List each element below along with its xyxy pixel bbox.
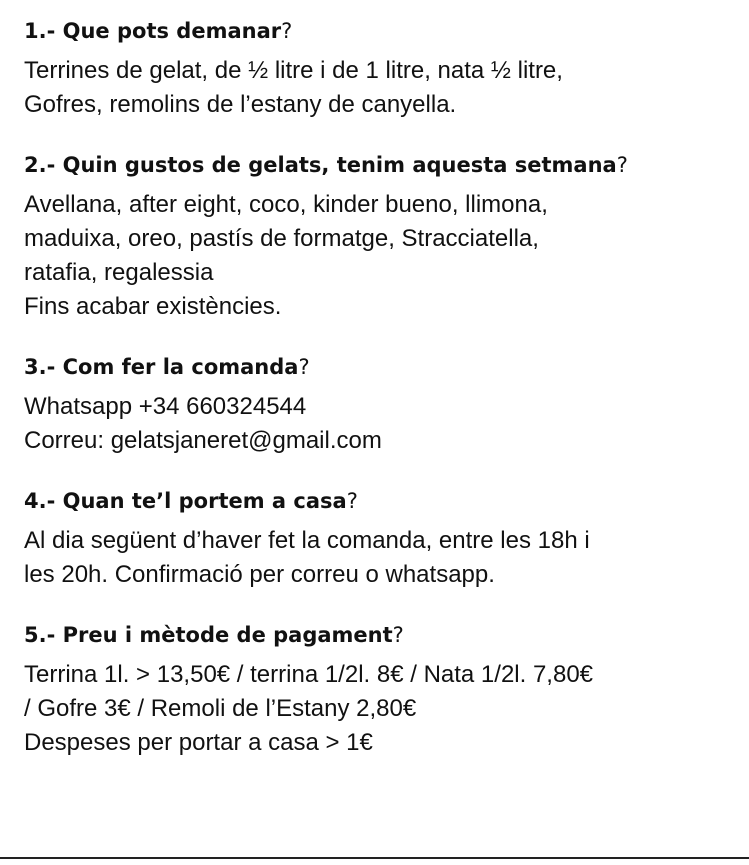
body-line: ratafia, regalessia — [24, 259, 214, 286]
section-heading — [24, 352, 739, 382]
question-mark: ? — [346, 489, 358, 513]
body-line: Terrina 1l. > 13,50€ / terrina 1/2l. 8€ / Nata 1/2l. 7,80€ — [24, 661, 594, 688]
section-number: 1.- — [24, 19, 63, 43]
body-line: les 20h. Confirmació per correu o whatsapp. — [24, 561, 495, 588]
section-how-to-order — [24, 352, 739, 458]
section-title: Que pots demanar — [62, 19, 282, 43]
question-mark: ? — [392, 623, 404, 647]
email-contact: Correu: gelatsjaneret@gmail.com — [24, 427, 382, 454]
section-delivery — [24, 486, 739, 592]
section-title: Quin gustos de gelats, tenim aquesta setmana — [62, 153, 617, 177]
whatsapp-contact: Whatsapp +34 660324544 — [24, 393, 307, 420]
section-number: 3.- — [24, 355, 63, 379]
section-number: 2.- — [24, 153, 63, 177]
bottom-divider — [0, 857, 749, 859]
section-number: 4.- — [24, 489, 63, 513]
body-line: Avellana, after eight, coco, kinder bueno, llimona, — [24, 191, 548, 218]
body-line: maduixa, oreo, pastís de formatge, Stracciatella, — [24, 225, 539, 252]
section-heading — [24, 16, 739, 46]
body-line: Fins acabar existències. — [24, 293, 282, 320]
question-mark: ? — [616, 153, 628, 177]
section-title: Quan te’l portem a casa — [62, 489, 347, 513]
section-price-payment — [24, 620, 739, 760]
section-flavours — [24, 150, 739, 324]
body-line: Al dia següent d’haver fet la comanda, entre les 18h i — [24, 527, 590, 554]
section-heading — [24, 486, 739, 516]
section-what-to-order — [24, 16, 739, 122]
question-mark: ? — [298, 355, 310, 379]
body-line: / Gofre 3€ / Remoli de l’Estany 2,80€ — [24, 695, 417, 722]
section-title: Com fer la comanda — [62, 355, 299, 379]
document-body — [24, 16, 739, 788]
section-heading — [24, 620, 739, 650]
section-heading — [24, 150, 739, 180]
question-mark: ? — [281, 19, 293, 43]
section-title: Preu i mètode de pagament — [62, 623, 393, 647]
body-line: Terrines de gelat, de ½ litre i de 1 litre, nata ½ litre, — [24, 57, 563, 84]
body-line: Despeses per portar a casa > 1€ — [24, 729, 373, 756]
section-number: 5.- — [24, 623, 63, 647]
body-line: Gofres, remolins de l’estany de canyella. — [24, 91, 457, 118]
